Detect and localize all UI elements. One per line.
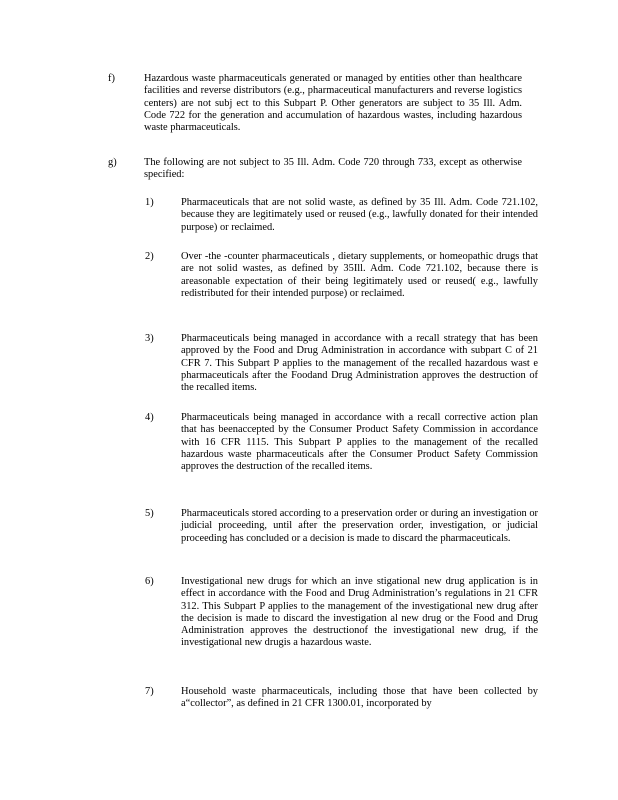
item-marker: 1) (145, 197, 154, 208)
item-text: Pharmaceuticals being managed in accordance with a recall corrective action plan that has beenaccepted by the Consumer Product Safety Commission in accordance with 16 CFR 1115. This Subpart P applies to the management of the recalled hazardous waste pharmaceuticals after the Consumer Product Safety Commission approves the destruction of the recalled items. (181, 412, 538, 473)
item-marker: f) (108, 73, 115, 84)
item-text: Pharmaceuticals that are not solid waste, as defined by 35 Ill. Adm. Code 721.102, because they are legitimately used or reused (e.g., lawfully donated for their intended purpose) or reclaimed. (181, 197, 538, 233)
item-marker: 2) (145, 251, 154, 262)
item-text: Household waste pharmaceuticals, including those that have been collected by a“collector”, as defined in 21 CFR 1300.01, incorporated by (181, 686, 538, 710)
item-marker: 3) (145, 333, 154, 344)
item-text: Pharmaceuticals stored according to a preservation order or during an investigation or judicial proceeding, until after the preservation order, investigation, or judicial proceeding has concluded or a decision is made to discard the pharmaceuticals. (181, 508, 538, 544)
item-text: Hazardous waste pharmaceuticals generated or managed by entities other than healthcare facilities and reverse distributors (e.g., pharmaceutical manufacturers and reverse logistics centers) are not subj ect to this Subpart P. Other generators are subject to 35 Ill. Adm. Code 722 for the generation and accumulation of hazardous wastes, including hazardous waste pharmaceuticals. (144, 73, 522, 134)
item-marker: 5) (145, 508, 154, 519)
item-marker: 6) (145, 576, 154, 587)
item-text: Pharmaceuticals being managed in accordance with a recall strategy that has been approved by the Food and Drug Administration in accordance with subpart C of 21 CFR 7. This Subpart P applies to the management of the recalled hazardous wast e pharmaceuticals after the Foodand Drug Administration approves the destruction of the recalled items. (181, 333, 538, 394)
item-marker: 4) (145, 412, 154, 423)
item-marker: g) (108, 157, 117, 168)
item-marker: 7) (145, 686, 154, 697)
item-text: Investigational new drugs for which an inve stigational new drug application is in effect in accordance with the Food and Drug Administration’s regulations in 21 CFR 312. This Subpart P applies to the management of the investigational new drug after the decision is made to discard the investigation al new drug or the Food and Drug Administration approves the destructionof the investigational new drug, if the investigational new drugis a hazardous waste. (181, 576, 538, 649)
item-text: The following are not subject to 35 Ill. Adm. Code 720 through 733, except as otherwise specified: (144, 157, 522, 181)
item-text: Over -the -counter pharmaceuticals , dietary supplements, or homeopathic drugs that are not solid wastes, as defined by 35Ill. Adm. Code 721.102, because there is areasonable expectation of their being legitimately used or reused( e.g., lawfully redistributed for their intended purpose) or reclaimed. (181, 251, 538, 299)
